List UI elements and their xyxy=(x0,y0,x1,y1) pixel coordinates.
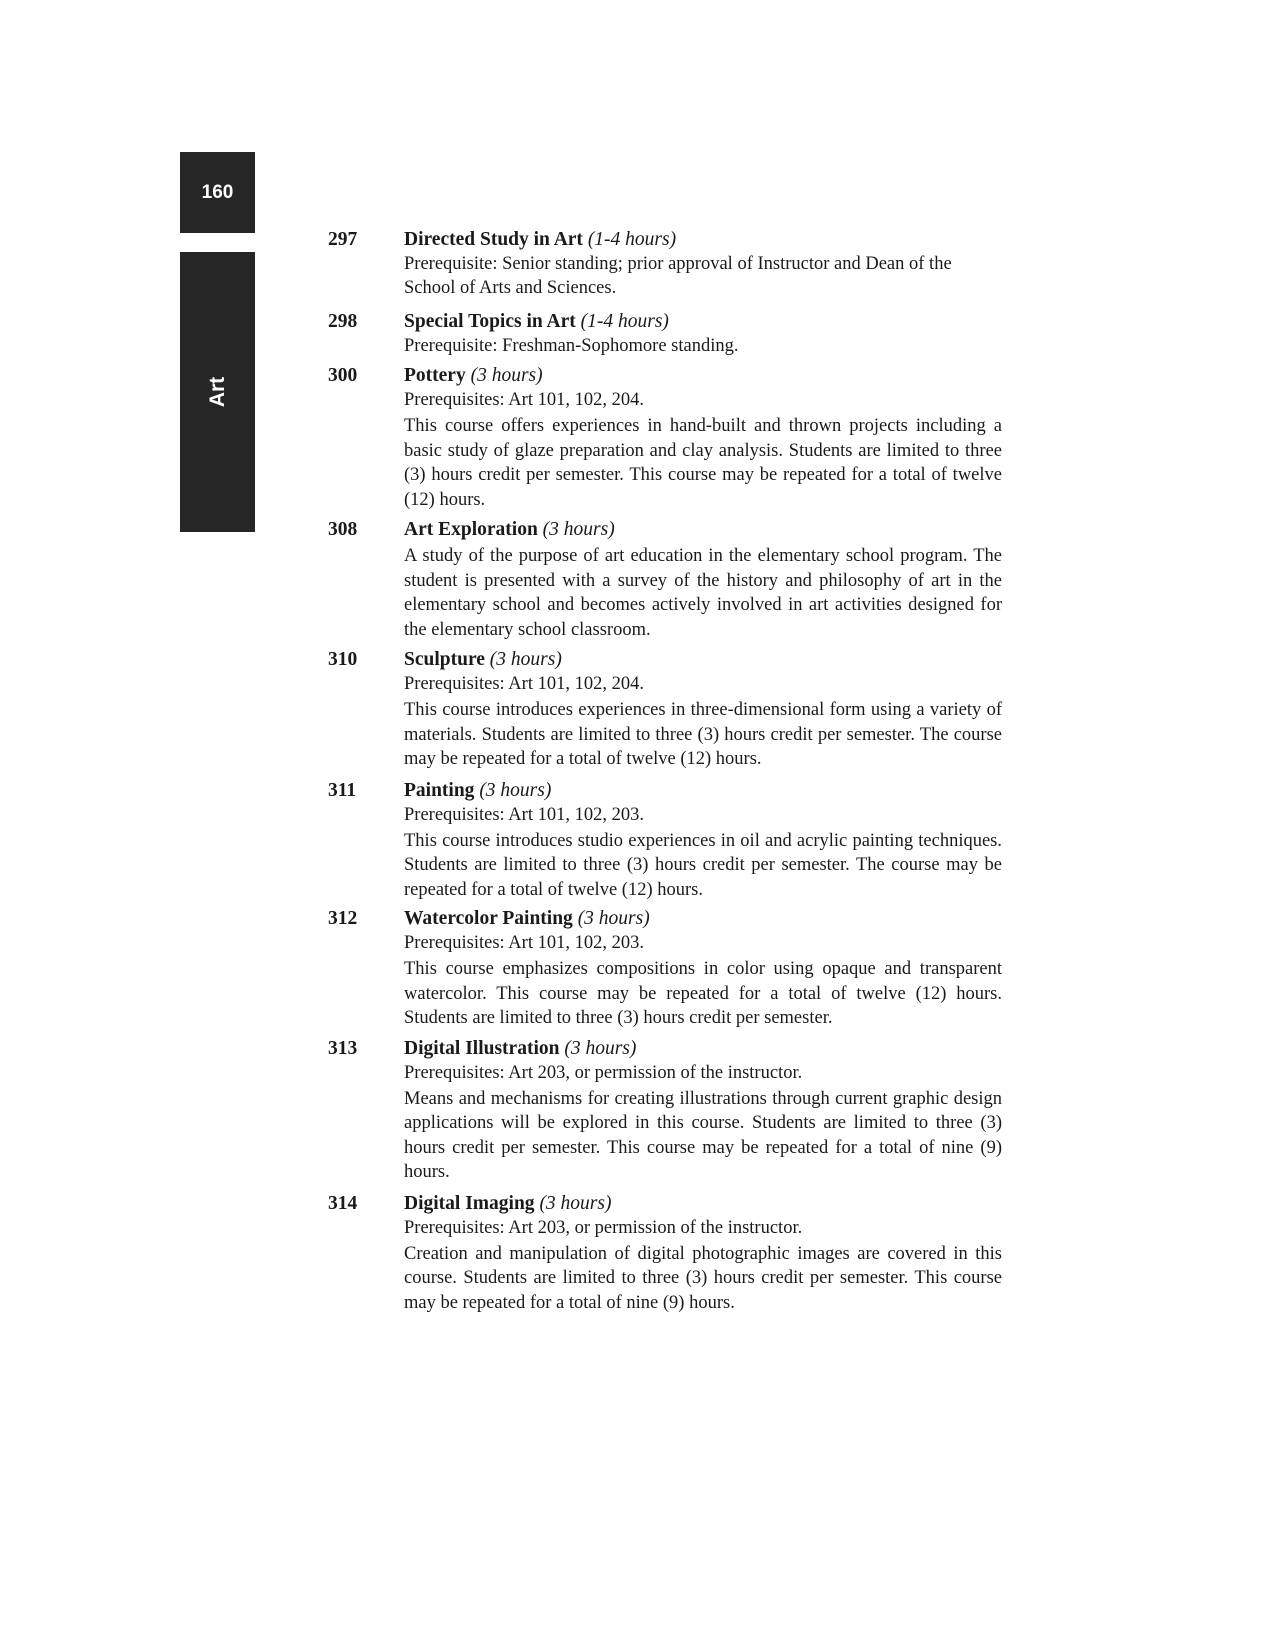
course-header xyxy=(404,1192,1002,1216)
course-description: This course emphasizes compositions in color using opaque and transparent watercolor. This course may be repeated for a total of twelve (12) hours. Students are limited to three (3) hours credit per semester. xyxy=(404,959,1002,1028)
page-number-tab xyxy=(180,152,255,233)
course-prerequisite: Prerequisites: Art 101, 102, 203. xyxy=(404,933,644,953)
course-hours: (3 hours) xyxy=(489,649,562,670)
course-hours: (3 hours) xyxy=(577,908,650,929)
course-number: 297 xyxy=(328,229,358,250)
course-entry xyxy=(328,1192,1002,1316)
course-description: Creation and manipulation of digital photographic images are covered in this course. Students are limited to three (3) hours credit per semester. This course may be repeated for a total of nine (9) hours. xyxy=(404,1243,1002,1313)
course-title: Pottery xyxy=(404,365,466,386)
course-list xyxy=(328,228,1002,1315)
course-number: 311 xyxy=(328,779,357,801)
course-prerequisite: Prerequisites: Art 203, or permission of the instructor. xyxy=(404,1062,803,1083)
course-title: Digital Illustration xyxy=(404,1037,560,1059)
course-prerequisite: Prerequisites: Art 101, 102, 203. xyxy=(404,804,644,825)
course-number: 300 xyxy=(328,365,358,386)
course-number: 313 xyxy=(328,1037,358,1059)
course-hours: (3 hours) xyxy=(542,519,615,540)
course-prerequisite: Prerequisites: Art 101, 102, 204. xyxy=(404,674,644,694)
course-description: A study of the purpose of art education in the elementary school program. The student is presented with a survey of the history and philosophy of art in the elementary school and becomes actively involved in art activities designed for the elementary school classroom. xyxy=(404,546,1002,640)
course-number: 308 xyxy=(328,519,358,540)
course-header xyxy=(404,907,1002,931)
course-entry xyxy=(328,310,1002,358)
course-hours: (1-4 hours) xyxy=(587,229,677,250)
course-entry xyxy=(328,779,1002,903)
course-header xyxy=(404,648,1002,672)
course-prerequisite: Prerequisite: Senior standing; prior approval of Instructor and Dean of the School of Arts and Sciences. xyxy=(404,254,952,298)
course-hours: (1-4 hours) xyxy=(580,311,669,332)
course-number: 298 xyxy=(328,311,358,332)
course-entry xyxy=(328,364,1002,512)
course-number: 314 xyxy=(328,1192,358,1214)
course-header xyxy=(404,779,1002,803)
section-label: Art xyxy=(205,376,229,408)
course-hours: (3 hours) xyxy=(564,1037,637,1059)
course-header xyxy=(404,1037,1002,1061)
course-header xyxy=(404,364,1002,388)
course-title: Painting xyxy=(404,779,475,801)
course-title: Watercolor Painting xyxy=(404,908,573,929)
course-entry xyxy=(328,518,1002,642)
course-prerequisite: Prerequisites: Art 203, or permission of the instructor. xyxy=(404,1217,803,1238)
course-entry xyxy=(328,1037,1002,1185)
course-prerequisite: Prerequisites: Art 101, 102, 204. xyxy=(404,390,644,410)
course-header xyxy=(404,228,1002,252)
course-title: Special Topics in Art xyxy=(404,311,576,332)
course-header xyxy=(404,310,1002,334)
course-description: This course introduces experiences in three-dimensional form using a variety of materials. Students are limited to three (3) hours credit per semester. The course may be repeated for a total of twelve (12) hours. xyxy=(404,700,1002,769)
course-entry xyxy=(328,907,1002,1031)
course-description: Means and mechanisms for creating illustrations through current graphic design applications will be explored in this course. Students are limited to three (3) hours credit per semester. This course may be repeated for a total of nine (9) hours. xyxy=(404,1088,1002,1182)
course-title: Directed Study in Art xyxy=(404,229,583,250)
course-hours: (3 hours) xyxy=(539,1192,612,1214)
course-title: Art Exploration xyxy=(404,519,538,540)
course-entry xyxy=(328,228,1002,300)
course-hours: (3 hours) xyxy=(470,365,543,386)
course-number: 312 xyxy=(328,908,358,929)
course-header xyxy=(404,518,1002,542)
course-title: Sculpture xyxy=(404,649,485,670)
course-entry xyxy=(328,648,1002,772)
course-description: This course offers experiences in hand-built and thrown projects including a basic study of glaze preparation and clay analysis. Students are limited to three (3) hours credit per semester. This course may be repeated for a total of twelve (12) hours. xyxy=(404,416,1002,510)
course-hours: (3 hours) xyxy=(479,779,552,801)
course-prerequisite: Prerequisite: Freshman-Sophomore standing. xyxy=(404,336,739,356)
course-number: 310 xyxy=(328,649,358,670)
course-title: Digital Imaging xyxy=(404,1192,535,1214)
section-tab xyxy=(180,252,255,532)
page-number: 160 xyxy=(201,181,234,203)
course-description: This course introduces studio experiences in oil and acrylic painting techniques. Students are limited to three (3) hours credit per semester. The course may be repeated for a total of twelve (12) hours. xyxy=(404,830,1002,900)
